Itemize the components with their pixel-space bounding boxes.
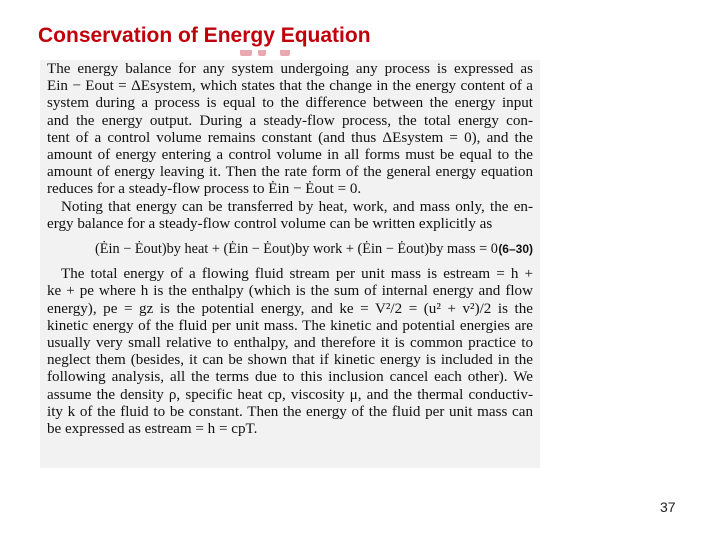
equation-number: (6–30)	[498, 242, 533, 257]
text-line: ke + pe where h is the enthalpy (which is the sum of internal energy and flow	[47, 283, 533, 300]
page-number: 37	[660, 499, 676, 515]
paragraph-transfer-modes	[47, 199, 533, 233]
title-ghost-artifact	[236, 50, 306, 60]
text-line: usually very small relative to enthalpy, and therefore it is common practice to	[47, 335, 533, 352]
text-line: reduces for a steady-flow process to Ėin − Ėout = 0.	[47, 181, 362, 198]
text-line: following analysis, all the terms due to this inclusion cancel each other). We	[47, 369, 533, 386]
scanned-text-passage	[40, 60, 540, 468]
text-line: The energy balance for any system undergoing any process is expressed as	[47, 61, 533, 77]
text-line: neglect them (besides, it can be shown that if kinetic energy is included in the	[47, 352, 533, 369]
text-line: and the energy output. During a steady-flow process, the total energy con-	[47, 112, 533, 129]
equation-body: (Ėin − Ėout)by heat + (Ėin − Ėout)by work + (Ėin − Ėout)by mass = 0	[95, 241, 498, 258]
slide-title: Conservation of Energy Equation	[38, 24, 371, 47]
text-line: amount of energy leaving it. Then the rate form of the general energy equation	[47, 164, 533, 181]
text-line: ergy balance for a steady-flow control volume can be written explicitly as	[47, 215, 493, 232]
energy-equation	[95, 241, 533, 258]
text-line: assume the density ρ, specific heat cp, viscosity μ, and the thermal conductiv-	[47, 386, 533, 403]
text-line: energy), pe = gz is the potential energy, and ke = V²/2 = (u² + v²)/2 is the	[47, 300, 533, 317]
text-line: Ein − Eout = ΔEsystem, which states that the change in the energy content of a	[47, 78, 533, 95]
text-line: Noting that energy can be transferred by heat, work, and mass only, the en-	[61, 198, 533, 215]
text-line: amount of energy entering a control volume in all forms must be equal to the	[47, 147, 533, 164]
text-line: be expressed as estream = h = cpT.	[47, 421, 258, 438]
text-line: kinetic energy of the fluid per unit mass. The kinetic and potential energies are	[47, 317, 533, 334]
text-line: tent of a control volume remains constant (and thus ΔEsystem = 0), and the	[47, 129, 533, 146]
text-line: system during a process is equal to the difference between the energy input	[47, 95, 533, 112]
text-line: The total energy of a flowing fluid stream per unit mass is estream = h +	[61, 266, 533, 283]
text-line: ity k of the fluid to be constant. Then the energy of the fluid per unit mass can	[47, 403, 533, 420]
paragraph-fluid-energy	[47, 266, 533, 438]
paragraph-energy-balance	[47, 61, 533, 199]
